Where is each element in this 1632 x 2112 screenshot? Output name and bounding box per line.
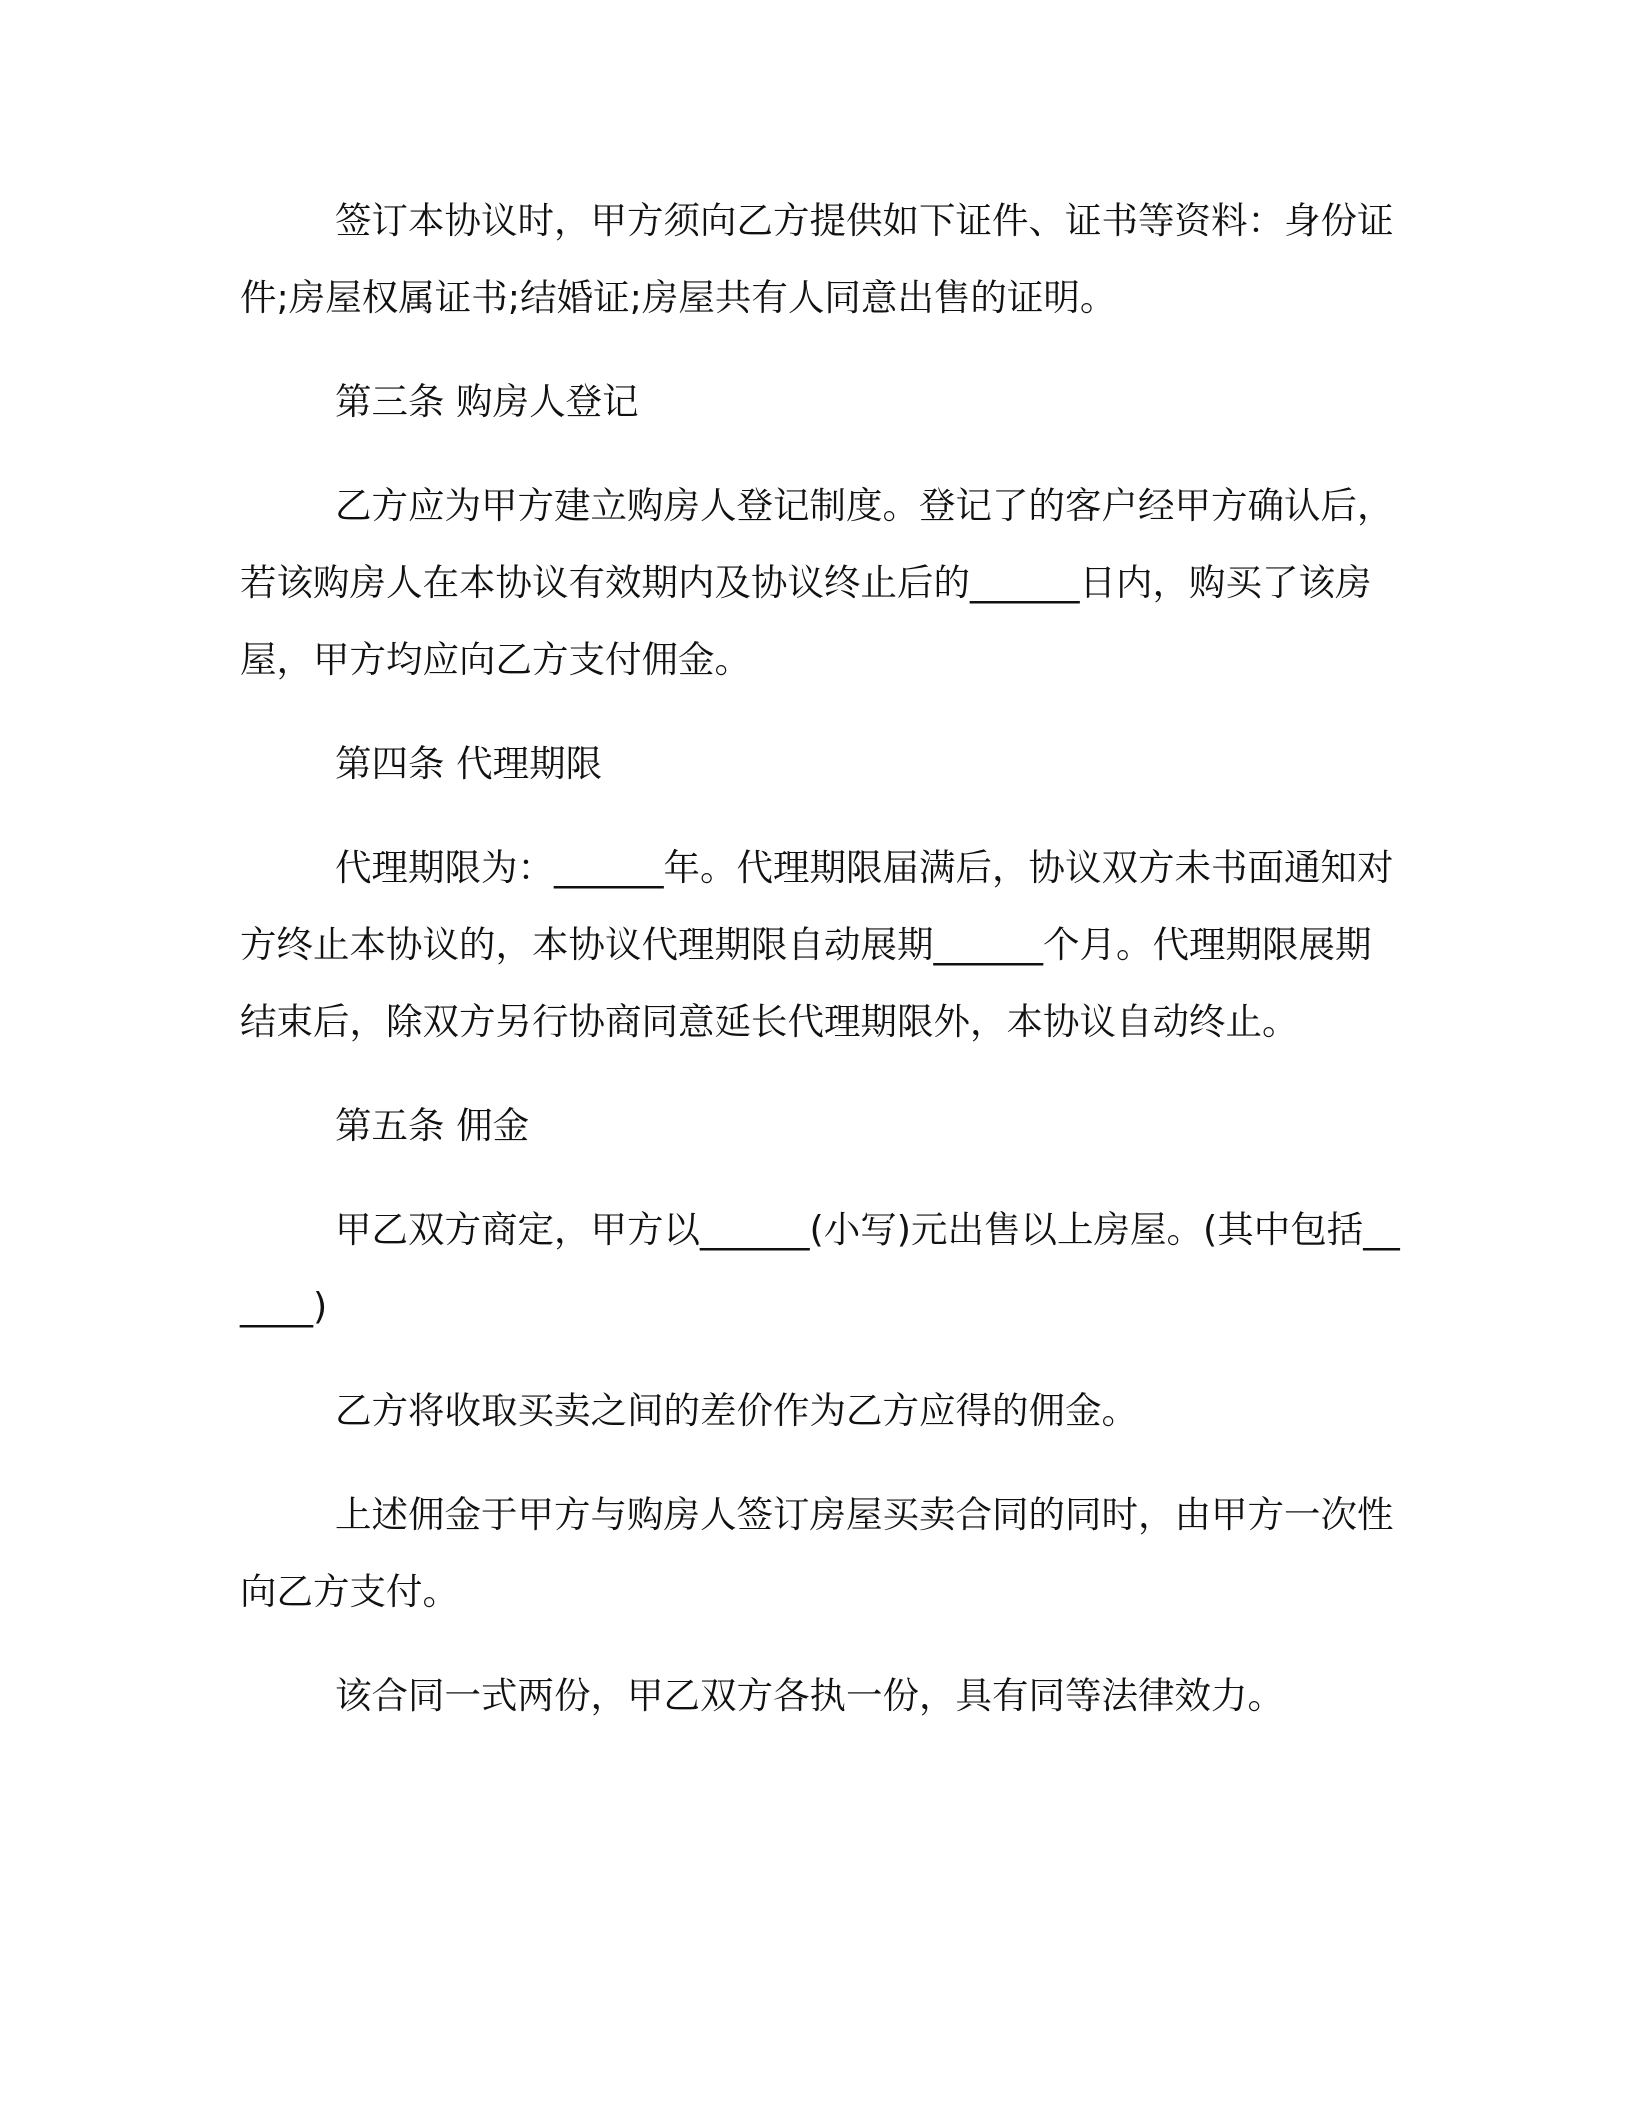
paragraph-documents-required: 签订本协议时，甲方须向乙方提供如下证件、证书等资料：身份证件;房屋权属证书;结婚证;房屋共有人同意出售的证明。 <box>240 199 1394 319</box>
paragraph-buyer-registration: 乙方应为甲方建立购房人登记制度。登记了的客户经甲方确认后，若该购房人在本协议有效期内及协议终止后的______日内，购买了该房屋，甲方均应向乙方支付佣金。 <box>240 484 1394 681</box>
paragraph-sale-price: 甲乙双方商定，甲方以______(小写)元出售以上房屋。(其中包括______) <box>240 1208 1400 1328</box>
paragraph-commission-difference: 乙方将收取买卖之间的差价作为乙方应得的佣金。 <box>335 1389 1138 1432</box>
heading-article-5: 第五条 佣金 <box>335 1104 530 1147</box>
heading-article-3: 第三条 购房人登记 <box>335 380 639 423</box>
paragraph-commission-payment: 上述佣金于甲方与购房人签订房屋买卖合同的同时，由甲方一次性向乙方支付。 <box>240 1493 1394 1613</box>
paragraph-copies: 该合同一式两份，甲乙双方各执一份，具有同等法律效力。 <box>335 1674 1284 1717</box>
heading-article-4: 第四条 代理期限 <box>335 742 603 785</box>
paragraph-agency-term: 代理期限为：______年。代理期限届满后，协议双方未书面通知对方终止本协议的，本协议代理期限自动展期______个月。代理期限展期结束后，除双方另行协商同意延长代理期限外，本协议自动终止。 <box>240 846 1394 1043</box>
document-body <box>240 182 1400 1734</box>
